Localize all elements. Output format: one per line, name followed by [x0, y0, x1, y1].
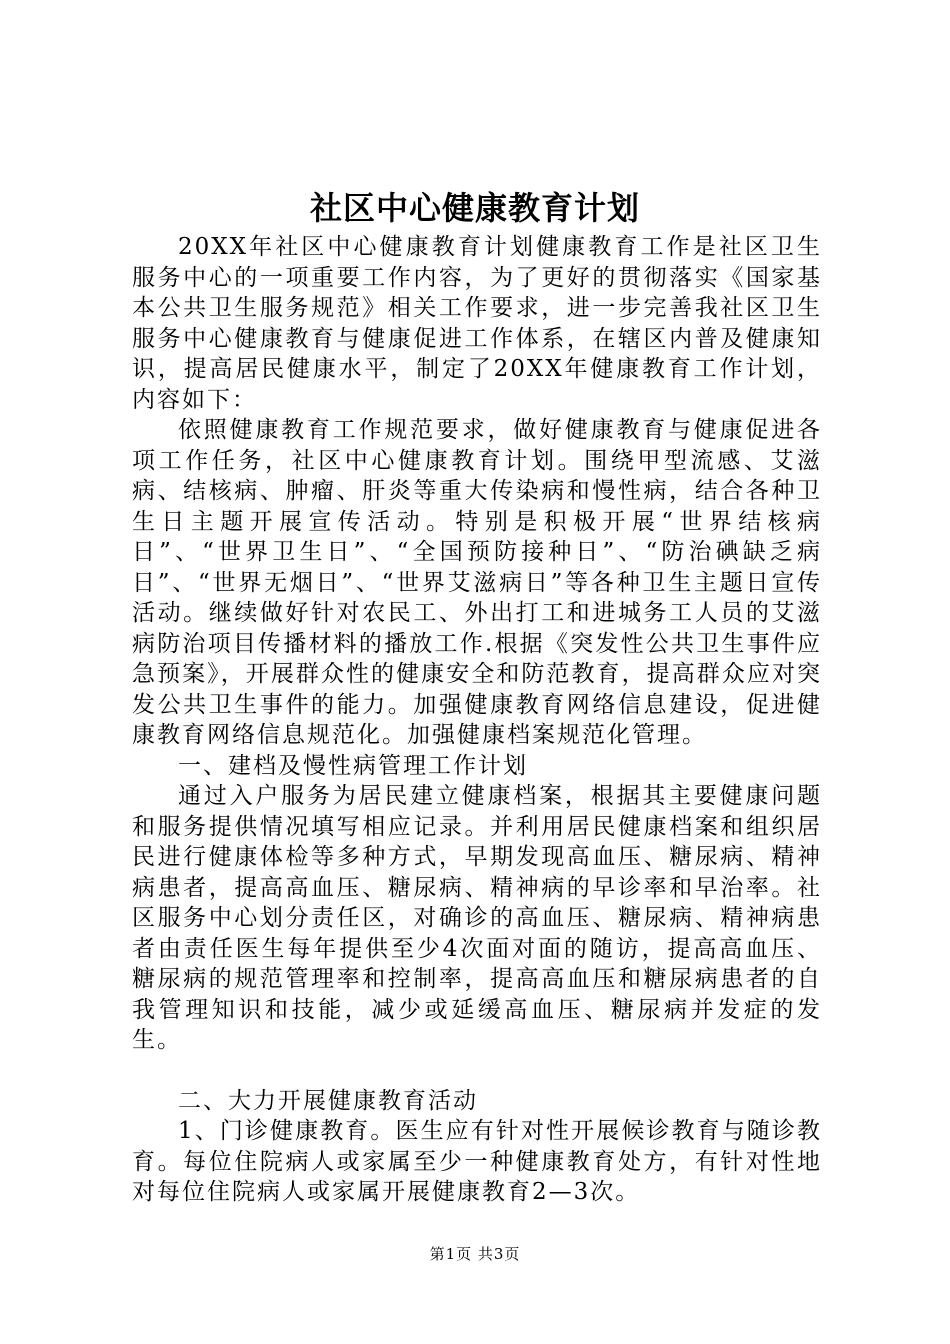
document-title: 社区中心健康教育计划: [309, 189, 640, 227]
intro-paragraph: 20XX年社区中心健康教育计划健康教育工作是社区卫生服务中心的一项重要工作内容，为了更好的贯彻落实《国家基本公共卫生服务规范》相关工作要求，进一步完善我社区卫生服务中心健康教育与健康促进工作体系，在辖区内普及健康知识，提高居民健康水平，制定了20XX年健康教育工作计划，内容如下：: [132, 234, 822, 413]
paragraph-spacer: [132, 1056, 822, 1086]
page-number-footer: 第1页 共3页: [429, 1245, 521, 1263]
outpatient-education-paragraph: 1、门诊健康教育。医生应有针对性开展候诊教育与随诊教育。每位住院病人或家属至少一种健康教育处方，有针对性地对每位住院病人或家属开展健康教育2—3次。: [132, 1118, 822, 1205]
document-body: [132, 232, 822, 1208]
chronic-disease-paragraph: 通过入户服务为居民建立健康档案，根据其主要健康问题和服务提供情况填写相应记录。并利用居民健康档案和组织居民进行健康体检等多种方式，早期发现高血压、糖尿病、精神病患者，提高高血压、糖尿病、精神病的早诊率和早治率。社区服务中心划分责任区，对确诊的高血压、糖尿病、精神病患者由责任医生每年提供至少4次面对面的随访，提高高血压、糖尿病的规范管理率和控制率，提高高血压和糖尿病患者的自我管理知识和技能，减少或延缓高血压、糖尿病并发症的发生。: [132, 783, 822, 1053]
section-heading-education-activities: 二、大力开展健康教育活动: [178, 1087, 478, 1114]
health-promotion-paragraph: 依照健康教育工作规范要求，做好健康教育与健康促进各项工作任务，社区中心健康教育计划。围绕甲型流感、艾滋病、结核病、肿瘤、肝炎等重大传染病和慢性病，结合各种卫生日主题开展宣传活动。特别是积极开展“世界结核病日”、“世界卫生日”、“全国预防接种日”、“防治碘缺乏病日”、“世界无烟日”、“世界艾滋病日”等各种卫生主题日宣传活动。继续做好针对农民工、外出打工和进城务工人员的艾滋病防治项目传播材料的播放工作.根据《突发性公共卫生事件应急预案》，开展群众性的健康安全和防范教育，提高群众应对突发公共卫生事件的能力。加强健康教育网络信息建设，促进健康教育网络信息规范化。加强健康档案规范化管理。: [132, 417, 822, 748]
section-heading-chronic-disease: 一、建档及慢性病管理工作计划: [178, 752, 528, 779]
